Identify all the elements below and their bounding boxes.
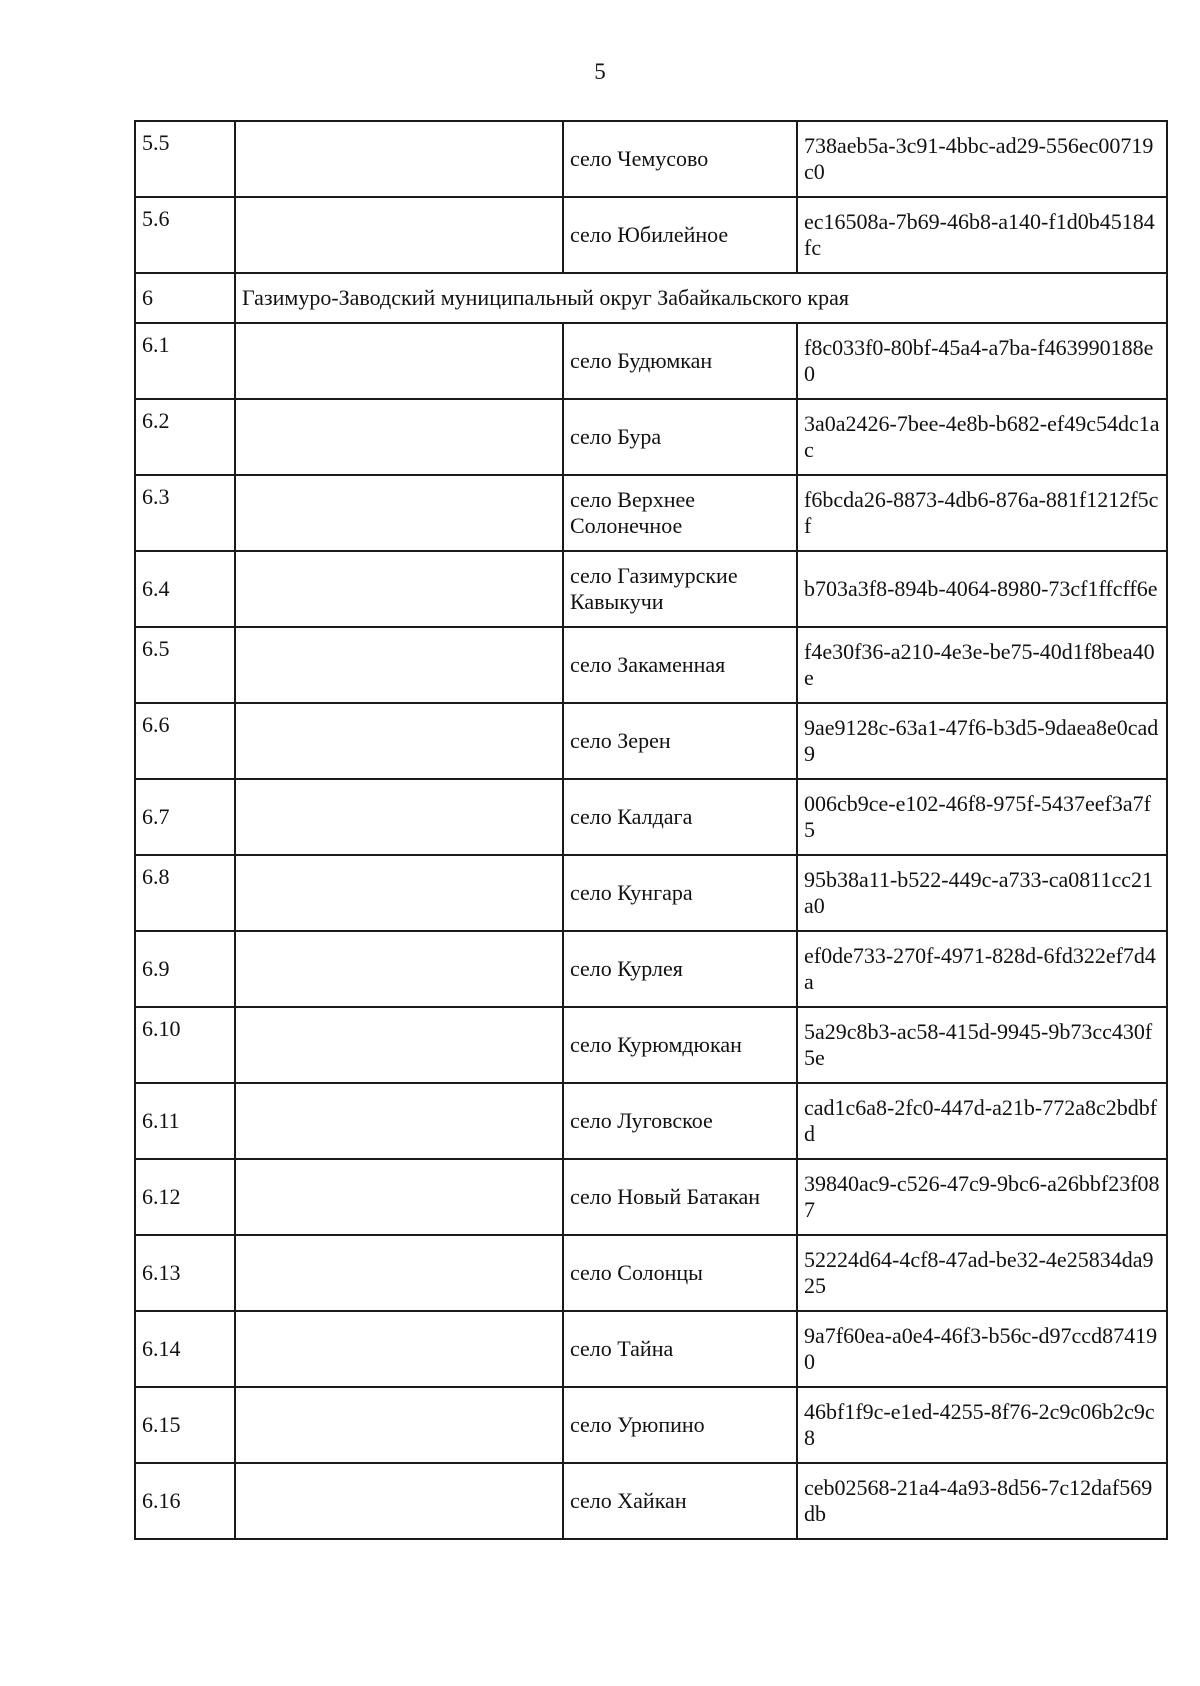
empty-cell <box>235 1007 563 1083</box>
empty-cell <box>235 399 563 475</box>
table-row <box>135 551 1167 627</box>
settlement-id: ec16508a-7b69-46b8-a140-f1d0b45184fc <box>797 197 1167 273</box>
table-row <box>135 121 1167 197</box>
settlement-id: ef0de733-270f-4971-828d-6fd322ef7d4a <box>797 931 1167 1007</box>
settlement-id: cad1c6a8-2fc0-447d-a21b-772a8c2bdbfd <box>797 1083 1167 1159</box>
settlement-id: 3a0a2426-7bee-4e8b-b682-ef49c54dc1ac <box>797 399 1167 475</box>
table-row <box>135 399 1167 475</box>
district-row <box>135 273 1167 323</box>
row-number: 6.9 <box>135 931 235 1007</box>
settlement-name: село Новый Батакан <box>563 1159 797 1235</box>
settlement-name: село Урюпино <box>563 1387 797 1463</box>
settlement-id: 5a29c8b3-ac58-415d-9945-9b73cc430f5e <box>797 1007 1167 1083</box>
row-number: 6.5 <box>135 627 235 703</box>
page-number: 5 <box>594 59 606 84</box>
empty-cell <box>235 1159 563 1235</box>
table-row <box>135 1083 1167 1159</box>
settlement-name: село Луговское <box>563 1083 797 1159</box>
row-number: 6.6 <box>135 703 235 779</box>
row-number: 5.5 <box>135 121 235 197</box>
row-number: 5.6 <box>135 197 235 273</box>
settlement-id: 52224d64-4cf8-47ad-be32-4e25834da925 <box>797 1235 1167 1311</box>
settlement-id: 46bf1f9c-e1ed-4255-8f76-2c9c06b2c9c8 <box>797 1387 1167 1463</box>
row-number: 6.15 <box>135 1387 235 1463</box>
settlement-name: село Зерен <box>563 703 797 779</box>
table-row <box>135 1311 1167 1387</box>
empty-cell <box>235 121 563 197</box>
row-number: 6.2 <box>135 399 235 475</box>
settlement-name: село Кунгара <box>563 855 797 931</box>
settlement-name: село Солонцы <box>563 1235 797 1311</box>
settlement-id: f4e30f36-a210-4e3e-be75-40d1f8bea40e <box>797 627 1167 703</box>
row-number: 6.14 <box>135 1311 235 1387</box>
row-number: 6.8 <box>135 855 235 931</box>
settlement-name: село Чемусово <box>563 121 797 197</box>
settlement-id: 738aeb5a-3c91-4bbc-ad29-556ec00719c0 <box>797 121 1167 197</box>
settlement-id: ceb02568-21a4-4a93-8d56-7c12daf569db <box>797 1463 1167 1539</box>
table-row <box>135 197 1167 273</box>
settlement-name: село Тайна <box>563 1311 797 1387</box>
settlement-name: село Будюмкан <box>563 323 797 399</box>
row-number: 6.16 <box>135 1463 235 1539</box>
row-number: 6.7 <box>135 779 235 855</box>
row-number: 6.10 <box>135 1007 235 1083</box>
settlement-id: b703a3f8-894b-4064-8980-73cf1ffcff6e <box>797 551 1167 627</box>
table-row <box>135 627 1167 703</box>
settlements-table <box>134 120 1168 1540</box>
settlement-id: 95b38a11-b522-449c-a733-ca0811cc21a0 <box>797 855 1167 931</box>
row-number: 6.4 <box>135 551 235 627</box>
empty-cell <box>235 1083 563 1159</box>
row-number: 6.12 <box>135 1159 235 1235</box>
table-row <box>135 703 1167 779</box>
row-number: 6.13 <box>135 1235 235 1311</box>
row-number: 6.3 <box>135 475 235 551</box>
settlement-name: село Верхнее Солонечное <box>563 475 797 551</box>
empty-cell <box>235 1235 563 1311</box>
empty-cell <box>235 1311 563 1387</box>
empty-cell <box>235 703 563 779</box>
settlement-name: село Курюмдюкан <box>563 1007 797 1083</box>
settlement-name: село Курлея <box>563 931 797 1007</box>
table-row <box>135 855 1167 931</box>
table-row <box>135 1159 1167 1235</box>
empty-cell <box>235 855 563 931</box>
settlement-id: 006cb9ce-e102-46f8-975f-5437eef3a7f5 <box>797 779 1167 855</box>
settlement-name: село Калдага <box>563 779 797 855</box>
settlement-id: f6bcda26-8873-4db6-876a-881f1212f5cf <box>797 475 1167 551</box>
table-row <box>135 1387 1167 1463</box>
settlement-name: село Газимурские Кавыкучи <box>563 551 797 627</box>
settlement-name: село Юбилейное <box>563 197 797 273</box>
table-row <box>135 1007 1167 1083</box>
empty-cell <box>235 931 563 1007</box>
empty-cell <box>235 1387 563 1463</box>
empty-cell <box>235 1463 563 1539</box>
row-number: 6.11 <box>135 1083 235 1159</box>
empty-cell <box>235 627 563 703</box>
settlement-id: 39840ac9-c526-47c9-9bc6-a26bbf23f087 <box>797 1159 1167 1235</box>
empty-cell <box>235 779 563 855</box>
empty-cell <box>235 551 563 627</box>
settlement-id: 9a7f60ea-a0e4-46f3-b56c-d97ccd874190 <box>797 1311 1167 1387</box>
table-row <box>135 1235 1167 1311</box>
district-name: Газимуро-Заводский муниципальный округ Забайкальского края <box>235 273 1167 323</box>
settlement-id: 9ae9128c-63a1-47f6-b3d5-9daea8e0cad9 <box>797 703 1167 779</box>
table-row <box>135 779 1167 855</box>
empty-cell <box>235 197 563 273</box>
table-row <box>135 475 1167 551</box>
table-row <box>135 323 1167 399</box>
settlement-name: село Бура <box>563 399 797 475</box>
district-number: 6 <box>135 273 235 323</box>
settlement-id: f8c033f0-80bf-45a4-a7ba-f463990188e0 <box>797 323 1167 399</box>
empty-cell <box>235 323 563 399</box>
empty-cell <box>235 475 563 551</box>
settlement-name: село Закаменная <box>563 627 797 703</box>
table-body <box>135 121 1167 1539</box>
settlement-name: село Хайкан <box>563 1463 797 1539</box>
table-row <box>135 931 1167 1007</box>
table-row <box>135 1463 1167 1539</box>
row-number: 6.1 <box>135 323 235 399</box>
